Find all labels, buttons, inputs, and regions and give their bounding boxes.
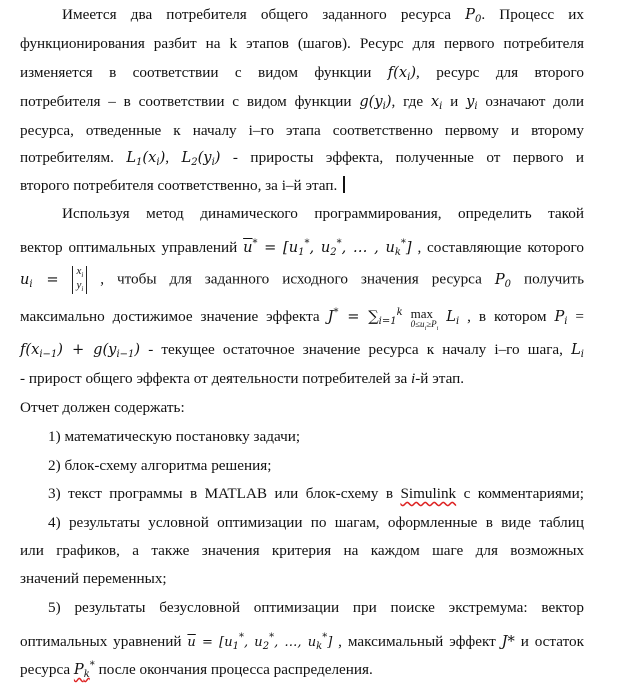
p1-line-4: потребителя – в соответствии с видом функции $g(y_i)$, где $x_i$ и $y_i$ означают доли xyxy=(20,93,584,112)
p1-line-7: второго потребителя соответственно, за i–й этап. xyxy=(20,175,584,197)
report-item-3: 3) текст программы в MATLAB или блок-схему в Simulink с комментариями; xyxy=(48,485,584,502)
text-cursor xyxy=(343,176,345,193)
vector-xi-yi: $x_i$ $y_i$ xyxy=(72,266,87,294)
max-operator: max $0\le u_i\ge P_i$ xyxy=(410,306,439,332)
p2-line-4: максимально достижимое значение эффекта $J^* = \sum_{i=1}^k$ max $0\le u_i\ge P_i$ $L_i$ , в котором $P_i$ = xyxy=(20,306,584,332)
p2-line-3: $u_i = x_i$ $y_i$ , чтобы для заданного исходного значения ресурса $P_0$ получить xyxy=(20,265,584,294)
p1-line-5: ресурса, отведенные к началу i–го этапа соответственно первому и второму xyxy=(20,122,584,139)
report-item-5-line-1: 5) результаты безусловной оптимизации при поиске экстремума: вектор xyxy=(48,599,584,616)
report-item-5-line-3: ресурса $P_k^*$ после окончания процесса распределения. xyxy=(20,660,373,680)
report-heading: Отчет должен содержать: xyxy=(20,399,185,416)
p2-line-1: Используя метод динамического программирования, определить такой xyxy=(62,205,584,222)
report-item-4-line-1: 4) результаты условной оптимизации по шагам, оформленные в виде таблиц xyxy=(48,514,584,531)
p1-line-2: функционирования разбит на k этапов (шагов). Ресурс для первого потребителя xyxy=(20,35,584,52)
report-item-1: 1) математическую постановку задачи; xyxy=(48,428,301,445)
report-item-2: 2) блок-схему алгоритма решения; xyxy=(48,457,272,474)
report-item-4-line-2: или графиков, а также значения критерия на каждом шаге для возможных xyxy=(20,542,584,559)
p1-line-1: Имеется два потребителя общего заданного ресурса $P_0$. Процесс их xyxy=(62,6,584,25)
report-item-4-line-3: значений переменных; xyxy=(20,570,167,587)
p2-line-6: - прирост общего эффекта от деятельности потребителей за i-й этап. xyxy=(20,370,465,387)
p1-line-6: потребителям. $L_1(x_i)$, $L_2(y_i)$ - приросты эффекта, полученные от первого и xyxy=(20,149,585,168)
report-item-5-line-2: оптимальных уравнений $\overline{u} = [u_1^*$, $u_2^*$, …, $u_k^*$] , максимальный эффект J* и остаток xyxy=(20,632,584,652)
p1-line-3: изменяется в соответствии с видом функции $f(x_i)$, ресурс для второго xyxy=(20,64,584,83)
p2-line-2: вектор оптимальных управлений $\overline{u}^* = [u_1^*$, $u_2^*$, … , $u_k^*$] , составляющие которого xyxy=(20,238,584,258)
p2-line-5: $f(x_{i-1}) + g(y_{i-1})$ - текущее остаточное значение ресурса к началу i–го шага, $L_i$ xyxy=(20,341,584,360)
